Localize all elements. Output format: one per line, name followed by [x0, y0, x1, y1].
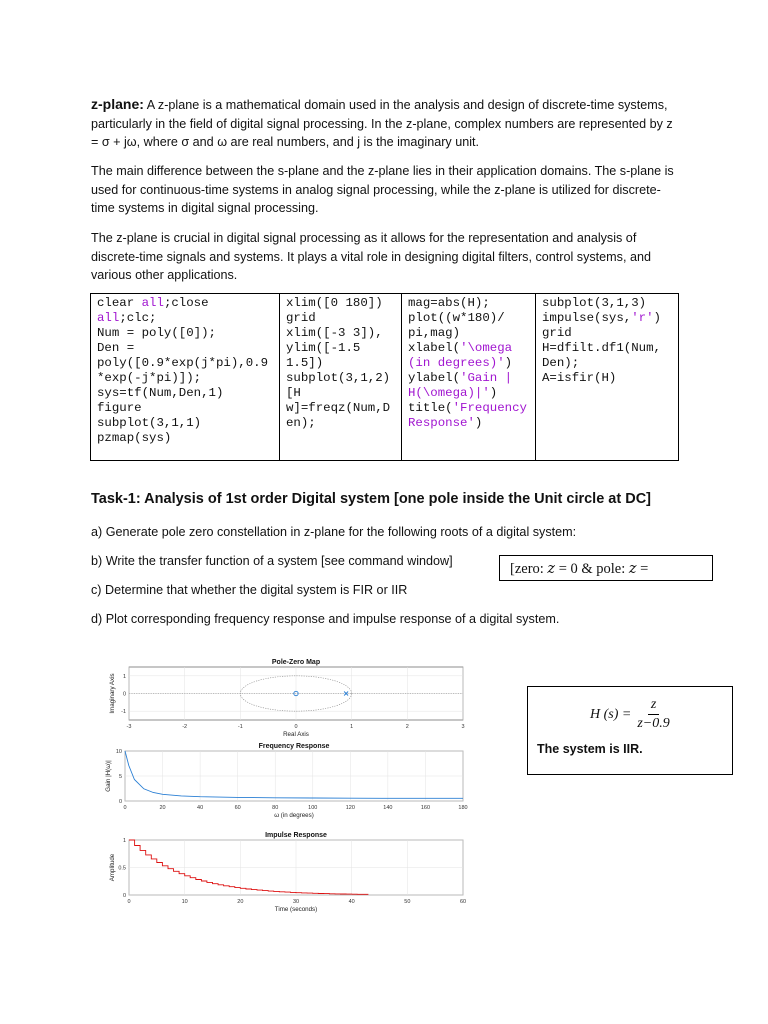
x-tick-label: 120: [345, 805, 355, 811]
zplane-role: The z-plane is crucial in digital signal processing as it allows for the representation and analysis of discrete-time signals and systems. It plays a vital role in designing digital filters, control systems, and various other applications.: [91, 231, 651, 282]
x-tick-label: 60: [234, 805, 241, 811]
y-tick-label: 0.5: [118, 865, 126, 872]
x-tick-label: 0: [123, 805, 127, 811]
iir-conclusion: The system is IIR.: [537, 742, 643, 756]
zero-pole-box: [zero: 𝑧 = 0 & pole: 𝑧 =: [499, 555, 713, 581]
zplane-term: z-plane:: [91, 96, 144, 112]
code-column-2: xlim([0 180]) grid xlim([-3 3]), ylim([-1.5 1.5]) subplot(3,1,2) [H w]=freqz(Num,D en);: [280, 294, 402, 461]
matlab-code-table: [90, 293, 679, 461]
x-tick-label: -2: [182, 724, 188, 730]
x-tick-label: 20: [237, 899, 244, 905]
tf-numerator: z: [648, 697, 659, 715]
zplane-definition: [91, 95, 681, 152]
x-tick-label: 40: [348, 899, 355, 905]
x-tick-label: -3: [126, 724, 132, 730]
transfer-function-box: [527, 686, 733, 775]
x-tick-label: 30: [292, 899, 300, 905]
tf-lhs: H (s) =: [590, 706, 632, 722]
task-heading: Task-1: Analysis of 1st order Digital system [one pole inside the Unit circle at DC]: [91, 491, 651, 507]
x-tick-label: 40: [197, 805, 204, 811]
y-tick-label: 1: [122, 673, 126, 680]
x-tick-label: 80: [272, 805, 279, 811]
code-column-4: subplot(3,1,3) impulse(sys,'r') grid H=dfilt.df1(Num, Den); A=isfir(H): [536, 294, 679, 461]
y-tick-label: 10: [115, 749, 122, 755]
y-axis-label: Gain |H(ω)|: [105, 760, 112, 792]
x-tick-label: 0: [127, 899, 131, 905]
y-axis-label: Amplitude: [109, 853, 116, 882]
tf-denominator: z−0.9: [637, 716, 670, 731]
x-tick-label: 3: [461, 724, 465, 730]
x-tick-label: 180: [458, 805, 468, 811]
x-tick-label: 60: [459, 899, 467, 905]
task-item-c: c) Determine that whether the digital system is FIR or IIR: [91, 583, 408, 597]
x-tick-label: 2: [405, 724, 409, 730]
x-tick-label: 160: [420, 805, 431, 811]
x-tick-label: 1: [350, 724, 354, 730]
x-tick-label: 10: [181, 899, 188, 905]
code-column-1: clear all;close all;clc; Num = poly([0]); Den = poly([0.9*exp(j*pi),0.9 *exp(-j*pi)]); sys=tf(Num,Den,1) figure subplot(3,1,1) pzmap(sys): [91, 294, 280, 461]
matlab-plots-figure: [100, 655, 480, 920]
tf-fraction: [634, 697, 672, 732]
chart-title: Impulse Response: [265, 832, 327, 839]
splane-zplane-difference: The main difference between the s-plane and the z-plane lies in their application domains. The s-plane is used for continuous-time systems in analog signal processing, while the z-plane is utilized for discrete-time systems in digital signal processing.: [91, 164, 674, 215]
x-tick-label: 0: [294, 724, 298, 730]
y-axis-label: Imaginary Axis: [109, 673, 116, 714]
x-tick-label: 50: [404, 899, 411, 905]
chart-title: Frequency Response: [258, 743, 330, 750]
task-item-a: a) Generate pole zero constellation in z-plane for the following roots of a digital system:: [91, 525, 577, 539]
y-tick-label: 0: [122, 691, 126, 698]
chart-title: Pole-Zero Map: [271, 659, 321, 666]
task-item-b: b) Write the transfer function of a system [see command window]: [91, 554, 453, 568]
x-tick-label: -1: [237, 724, 243, 730]
x-tick-label: 100: [308, 805, 318, 811]
zplane-definition-text: A z-plane is a mathematical domain used in the analysis and design of discrete-time systems, particularly in the field of digital signal processing. In the z-plane, complex numbers are represented by z = σ + jω, where σ and ω are real numbers, and j is the imaginary unit.: [91, 98, 673, 149]
transfer-function: [590, 697, 673, 732]
code-column-3: mag=abs(H); plot((w*180)/ pi,mag) xlabel('\omega (in degrees)') ylabel('Gain | H(\omega)|') title('Frequency Response'): [402, 294, 536, 461]
y-tick-label: 1: [122, 838, 126, 844]
y-tick-label: -1: [121, 709, 126, 716]
x-tick-label: 20: [159, 805, 166, 811]
x-axis-label: Real Axis: [283, 731, 309, 738]
x-axis-label: ω (in degrees): [274, 812, 314, 819]
x-axis-label: Time (seconds): [274, 906, 318, 913]
y-tick-label: 5: [118, 774, 122, 780]
x-tick-label: 140: [383, 805, 393, 811]
y-tick-label: 0: [122, 893, 126, 899]
task-item-d: d) Plot corresponding frequency response and impulse response of a digital system.: [91, 612, 560, 626]
y-tick-label: 0: [118, 799, 122, 805]
